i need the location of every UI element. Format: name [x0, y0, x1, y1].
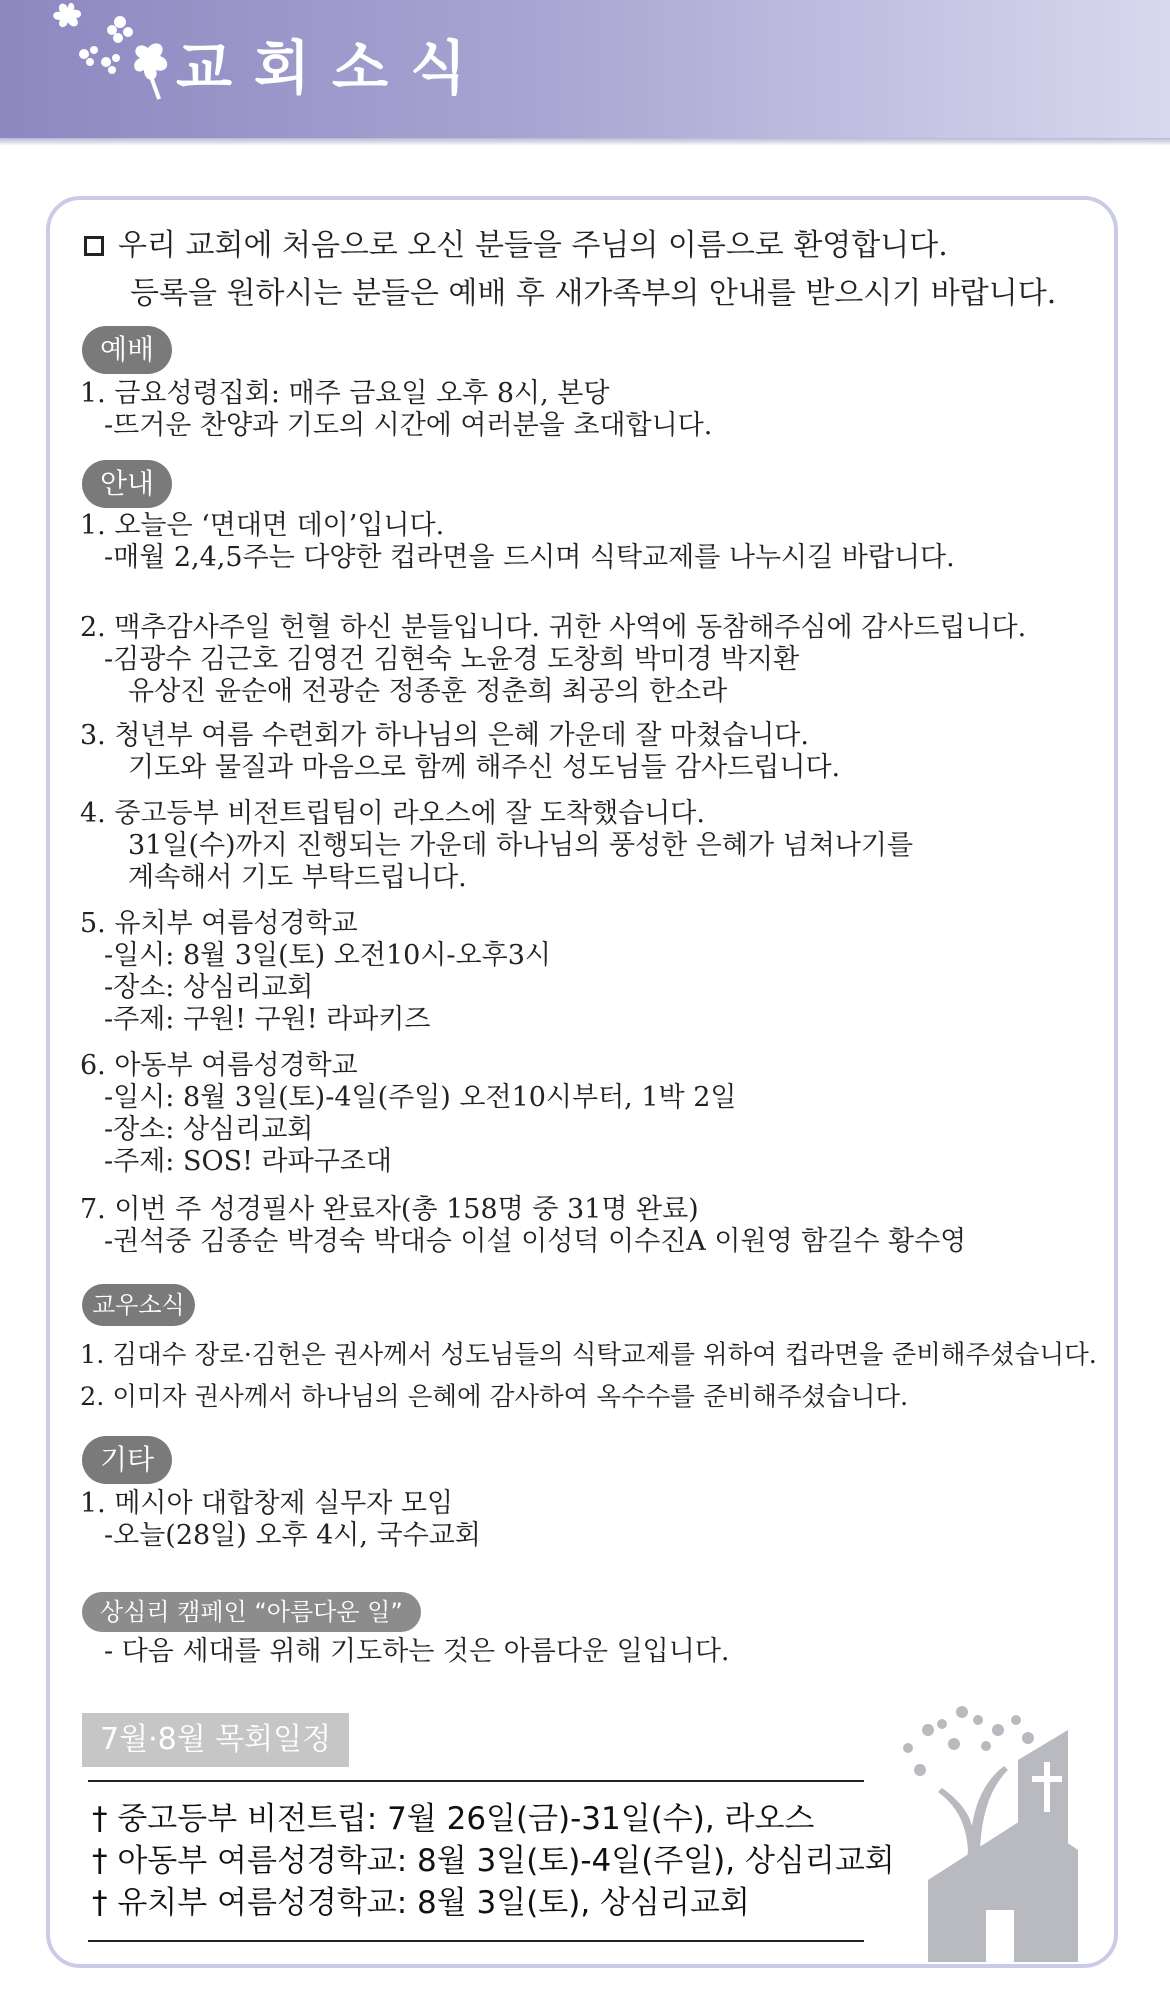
schedule-item: † 유치부 여름성경학교: 8월 3일(토), 상심리교회 [92, 1885, 750, 1921]
section-label-notice: 안내 [82, 460, 172, 508]
checkbox-square-icon [84, 236, 104, 256]
etc-line: -오늘(28일) 오후 4시, 국수교회 [104, 1520, 481, 1551]
notice-line: 3. 청년부 여름 수련회가 하나님의 은혜 가운데 잘 마쳤습니다. [80, 720, 809, 751]
etc-section [80, 1488, 481, 1552]
notice-line: -김광수 김근호 김영건 김현숙 노윤경 도창희 박미경 박지환 [104, 644, 800, 675]
section-label-etc: 기타 [82, 1436, 172, 1484]
notice-item-1 [80, 510, 955, 574]
notice-item-2 [80, 612, 1026, 708]
notice-item-4 [80, 798, 913, 894]
notice-line: 6. 아동부 여름성경학교 [80, 1050, 358, 1081]
notice-line: 4. 중고등부 비전트립팀이 라오스에 잘 도착했습니다. [80, 798, 705, 829]
schedule-list [92, 1798, 895, 1924]
members-line: 1. 김대수 장로·김헌은 권사께서 성도님들의 식탁교제를 위하여 컵라면을 준비해주셨습니다. [80, 1340, 1097, 1370]
members-section [80, 1334, 1097, 1418]
notice-line: -장소: 상심리교회 [104, 972, 314, 1003]
notice-line: 1. 오늘은 ‘면대면 데이’입니다. [80, 510, 445, 541]
worship-section [80, 378, 712, 442]
notice-line: -매월 2,4,5주는 다양한 컵라면을 드시며 식탁교제를 나누시길 바랍니다. [104, 542, 955, 573]
notice-line: 5. 유치부 여름성경학교 [80, 908, 358, 939]
notice-line: 기도와 물질과 마음으로 함께 해주신 성도님들 감사드립니다. [128, 752, 841, 783]
notice-line: 7. 이번 주 성경필사 완료자(총 158명 중 31명 완료) [80, 1194, 699, 1225]
worship-line: 1. 금요성령집회: 매주 금요일 오후 8시, 본당 [80, 378, 610, 409]
notice-item-6 [80, 1050, 736, 1178]
schedule-label: 7월·8월 목회일정 [82, 1713, 349, 1767]
campaign-line: - 다음 세대를 위해 기도하는 것은 아름다운 일입니다. [104, 1636, 730, 1667]
welcome-line-2: 등록을 원하시는 분들은 예배 후 새가족부의 안내를 받으시기 바랍니다. [130, 276, 1057, 311]
page-title: 교회소식 [176, 34, 489, 102]
notice-line: -장소: 상심리교회 [104, 1114, 314, 1145]
notice-line: -주제: 구원! 구원! 라파키즈 [104, 1004, 431, 1035]
notice-line: -주제: SOS! 라파구조대 [104, 1146, 392, 1177]
notice-line: 계속해서 기도 부탁드립니다. [128, 862, 467, 893]
notice-line: 2. 맥추감사주일 헌혈 하신 분들입니다. 귀한 사역에 동참해주심에 감사드립니다. [80, 612, 1027, 643]
section-label-campaign: 상심리 캠페인 “아름다운 일” [82, 1592, 421, 1632]
schedule-top-rule [88, 1780, 864, 1782]
section-label-worship: 예배 [82, 326, 172, 374]
header-divider [0, 138, 1170, 146]
notice-line: -권석중 김종순 박경숙 박대승 이설 이성덕 이수진A 이원영 함길수 황수영 [104, 1226, 967, 1257]
church-illustration [868, 1700, 1098, 1962]
notice-item-5 [80, 908, 551, 1036]
worship-line: -뜨거운 찬양과 기도의 시간에 여러분을 초대합니다. [104, 410, 713, 441]
section-label-members: 교우소식 [82, 1284, 195, 1326]
campaign-section [80, 1636, 730, 1668]
schedule-item: † 아동부 여름성경학교: 8월 3일(토)-4일(주일), 상심리교회 [92, 1843, 895, 1879]
notice-line: -일시: 8월 3일(토) 오전10시-오후3시 [104, 940, 551, 971]
notice-line: 유상진 윤순애 전광순 정종훈 정춘희 최공의 한소라 [128, 676, 728, 707]
welcome-message [84, 222, 1056, 318]
flower-icon [20, 0, 180, 110]
notice-item-7 [80, 1194, 966, 1258]
notice-line: -일시: 8월 3일(토)-4일(주일) 오전10시부터, 1박 2일 [104, 1082, 737, 1113]
notice-item-3 [80, 720, 840, 784]
notice-line: 31일(수)까지 진행되는 가운데 하나님의 풍성한 은혜가 넘쳐나기를 [128, 830, 914, 861]
etc-line: 1. 메시아 대합창제 실무자 모임 [80, 1488, 454, 1519]
members-line: 2. 이미자 권사께서 하나님의 은혜에 감사하여 옥수수를 준비해주셨습니다. [80, 1382, 909, 1412]
welcome-line-1: 우리 교회에 처음으로 오신 분들을 주님의 이름으로 환영합니다. [118, 228, 948, 263]
schedule-item: † 중고등부 비전트립: 7월 26일(금)-31일(수), 라오스 [92, 1801, 815, 1837]
schedule-bottom-rule [88, 1940, 864, 1942]
